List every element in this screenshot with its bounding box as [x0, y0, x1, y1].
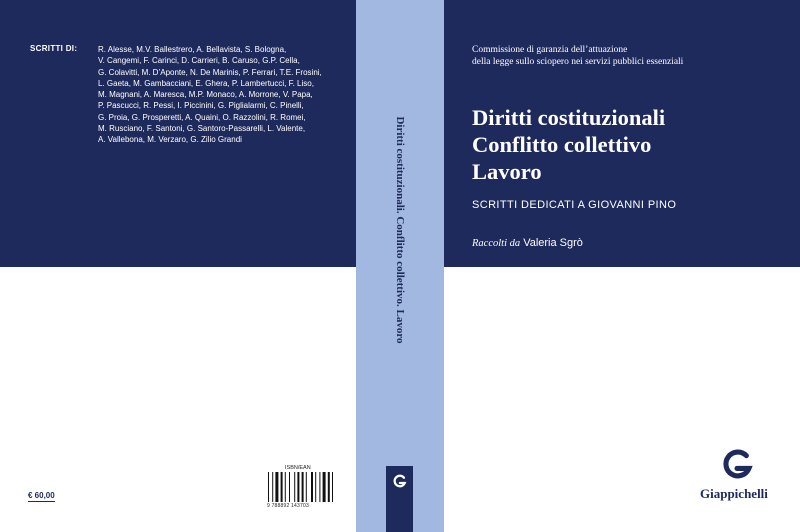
barcode-bar — [275, 472, 278, 502]
barcode-bar — [297, 472, 299, 502]
isbn-label: ISBN/EAN — [285, 465, 311, 471]
price: € 60,00 — [28, 491, 55, 500]
editor-prefix: Raccolti da — [472, 238, 521, 249]
authors-line: P. Pascucci, R. Pessi, I. Piccinini, G. Piglialarmi, C. Pinelli, — [98, 101, 304, 111]
publisher-logo-icon — [720, 448, 754, 482]
authors-label: SCRITTI DI: — [30, 44, 78, 53]
isbn-number: 9 788892 143703 — [267, 503, 309, 509]
barcode-bar — [323, 472, 326, 502]
spine-logo — [386, 466, 413, 532]
authors-line: G. Proia, G. Prosperetti, A. Quaini, O. Razzolini, R. Romei, — [98, 112, 306, 122]
barcode-bar — [268, 472, 269, 502]
barcode — [267, 472, 341, 502]
publisher-name: Giappichelli — [700, 486, 768, 501]
title-line: Conflitto collettivo — [472, 132, 652, 157]
book-subtitle: SCRITTI DEDICATI A GIOVANNI PINO — [472, 199, 677, 211]
barcode-bar — [302, 472, 304, 502]
giappichelli-g-icon — [392, 474, 407, 489]
commission-line: Commissione di garanzia dell’attuazione — [472, 45, 628, 55]
spine-title: Diritti costituzionali. Conflitto collettivo. Lavoro — [394, 116, 406, 344]
authors-line: V. Cangemi, F. Carinci, D. Carrieri, B. Caruso, G.P. Cella, — [98, 56, 300, 66]
authors-line: M. Rusciano, F. Santoni, G. Santoro-Passarelli, L. Valente, — [98, 124, 306, 134]
barcode-bar — [281, 472, 283, 502]
barcode-bar — [319, 472, 320, 502]
title-line: Lavoro — [472, 159, 542, 184]
commission-line: della legge sullo sciopero nei servizi pubblici essenziali — [472, 57, 684, 67]
barcode-bar — [311, 472, 313, 502]
authors-line: A. Vallebona, M. Verzaro, G. Zilio Grandi — [98, 135, 242, 145]
commission-text — [472, 44, 792, 68]
authors-list — [98, 44, 348, 146]
barcode-bar — [332, 472, 333, 502]
barcode-bar — [328, 472, 330, 502]
authors-line: R. Alesse, M.V. Ballestrero, A. Bellavista, S. Bologna, — [98, 45, 287, 54]
barcode-bar — [289, 472, 290, 502]
authors-line: G. Colavitti, M. D’Aponte, N. De Marinis, P. Ferrari, T.E. Frosini, — [98, 67, 322, 77]
barcode-bar — [306, 472, 307, 502]
authors-line: M. Magnani, A. Maresca, M.P. Monaco, A. Morrone, V. Papa, — [98, 90, 313, 100]
barcode-bar — [315, 472, 316, 502]
barcode-bar — [294, 472, 295, 502]
editor-name: Valeria Sgrò — [523, 237, 583, 249]
barcode-bar — [272, 472, 273, 502]
authors-line: L. Gaeta, M. Gambacciani, E. Ghera, P. Lambertucci, F. Liso, — [98, 78, 314, 88]
book-title — [472, 104, 792, 185]
title-line: Diritti costituzionali — [472, 105, 666, 130]
editor-credit — [472, 237, 583, 249]
barcode-bar — [285, 472, 286, 502]
